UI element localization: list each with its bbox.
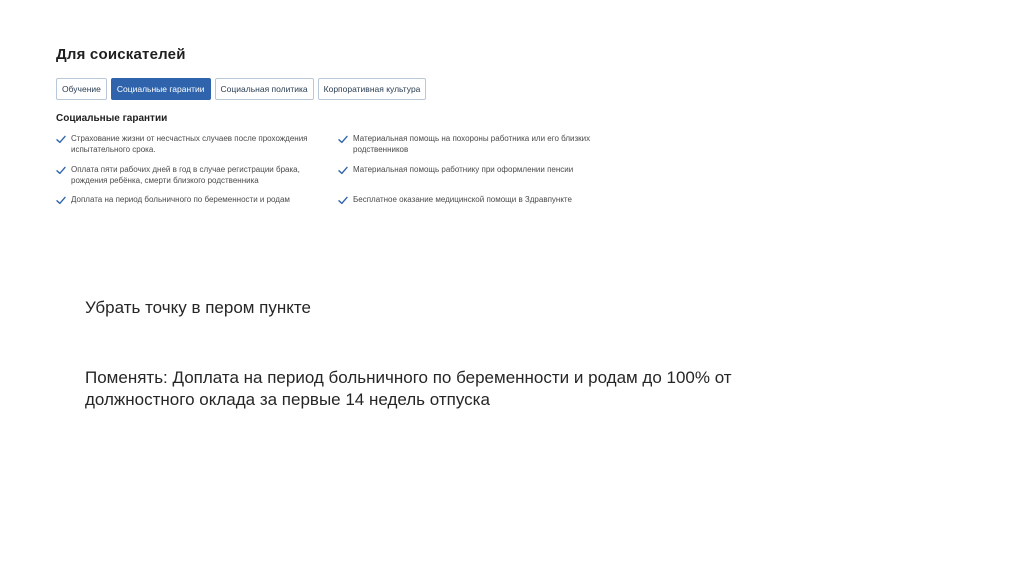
list-item-text: Страхование жизни от несчастных случаев после прохождения испытательного срока. — [71, 134, 308, 154]
check-icon — [338, 135, 348, 144]
tab-social-policy[interactable]: Социальная политика — [215, 78, 314, 100]
list-item-text: Оплата пяти рабочих дней в год в случае регистрации брака, рождения ребёнка, смерти близкого родственника — [71, 165, 300, 185]
tab-bar — [56, 78, 426, 100]
list-item — [338, 134, 608, 155]
check-icon — [338, 166, 348, 175]
edit-note-change-text: Поменять: Доплата на период больничного по беременности и родам до 100% от должностного оклада за первые 14 недель отпуска — [85, 368, 732, 409]
section-title: Социальные гарантии — [56, 113, 168, 124]
edit-note-remove-period: Убрать точку в пером пункте — [85, 298, 311, 317]
list-item-text: Материальная помощь на похороны работника или его близких родственников — [353, 134, 591, 154]
check-icon — [338, 196, 348, 205]
page-title: Для соискателей — [56, 46, 186, 63]
tab-social-guarantees[interactable]: Социальные гарантии — [111, 78, 211, 100]
list-item-text: Бесплатное оказание медицинской помощи в Здравпункте — [353, 195, 572, 204]
list-item — [56, 195, 321, 206]
check-icon — [56, 166, 66, 175]
list-item-text: Доплата на период больничного по беременности и родам — [71, 195, 290, 204]
list-item — [338, 195, 608, 206]
list-item-text: Материальная помощь работнику при оформлении пенсии — [353, 165, 574, 174]
list-item — [56, 134, 321, 155]
tab-training[interactable]: Обучение — [56, 78, 107, 100]
list-item — [56, 165, 321, 186]
list-item — [338, 165, 608, 176]
tab-corporate-culture[interactable]: Корпоративная культура — [318, 78, 427, 100]
check-icon — [56, 135, 66, 144]
check-icon — [56, 196, 66, 205]
